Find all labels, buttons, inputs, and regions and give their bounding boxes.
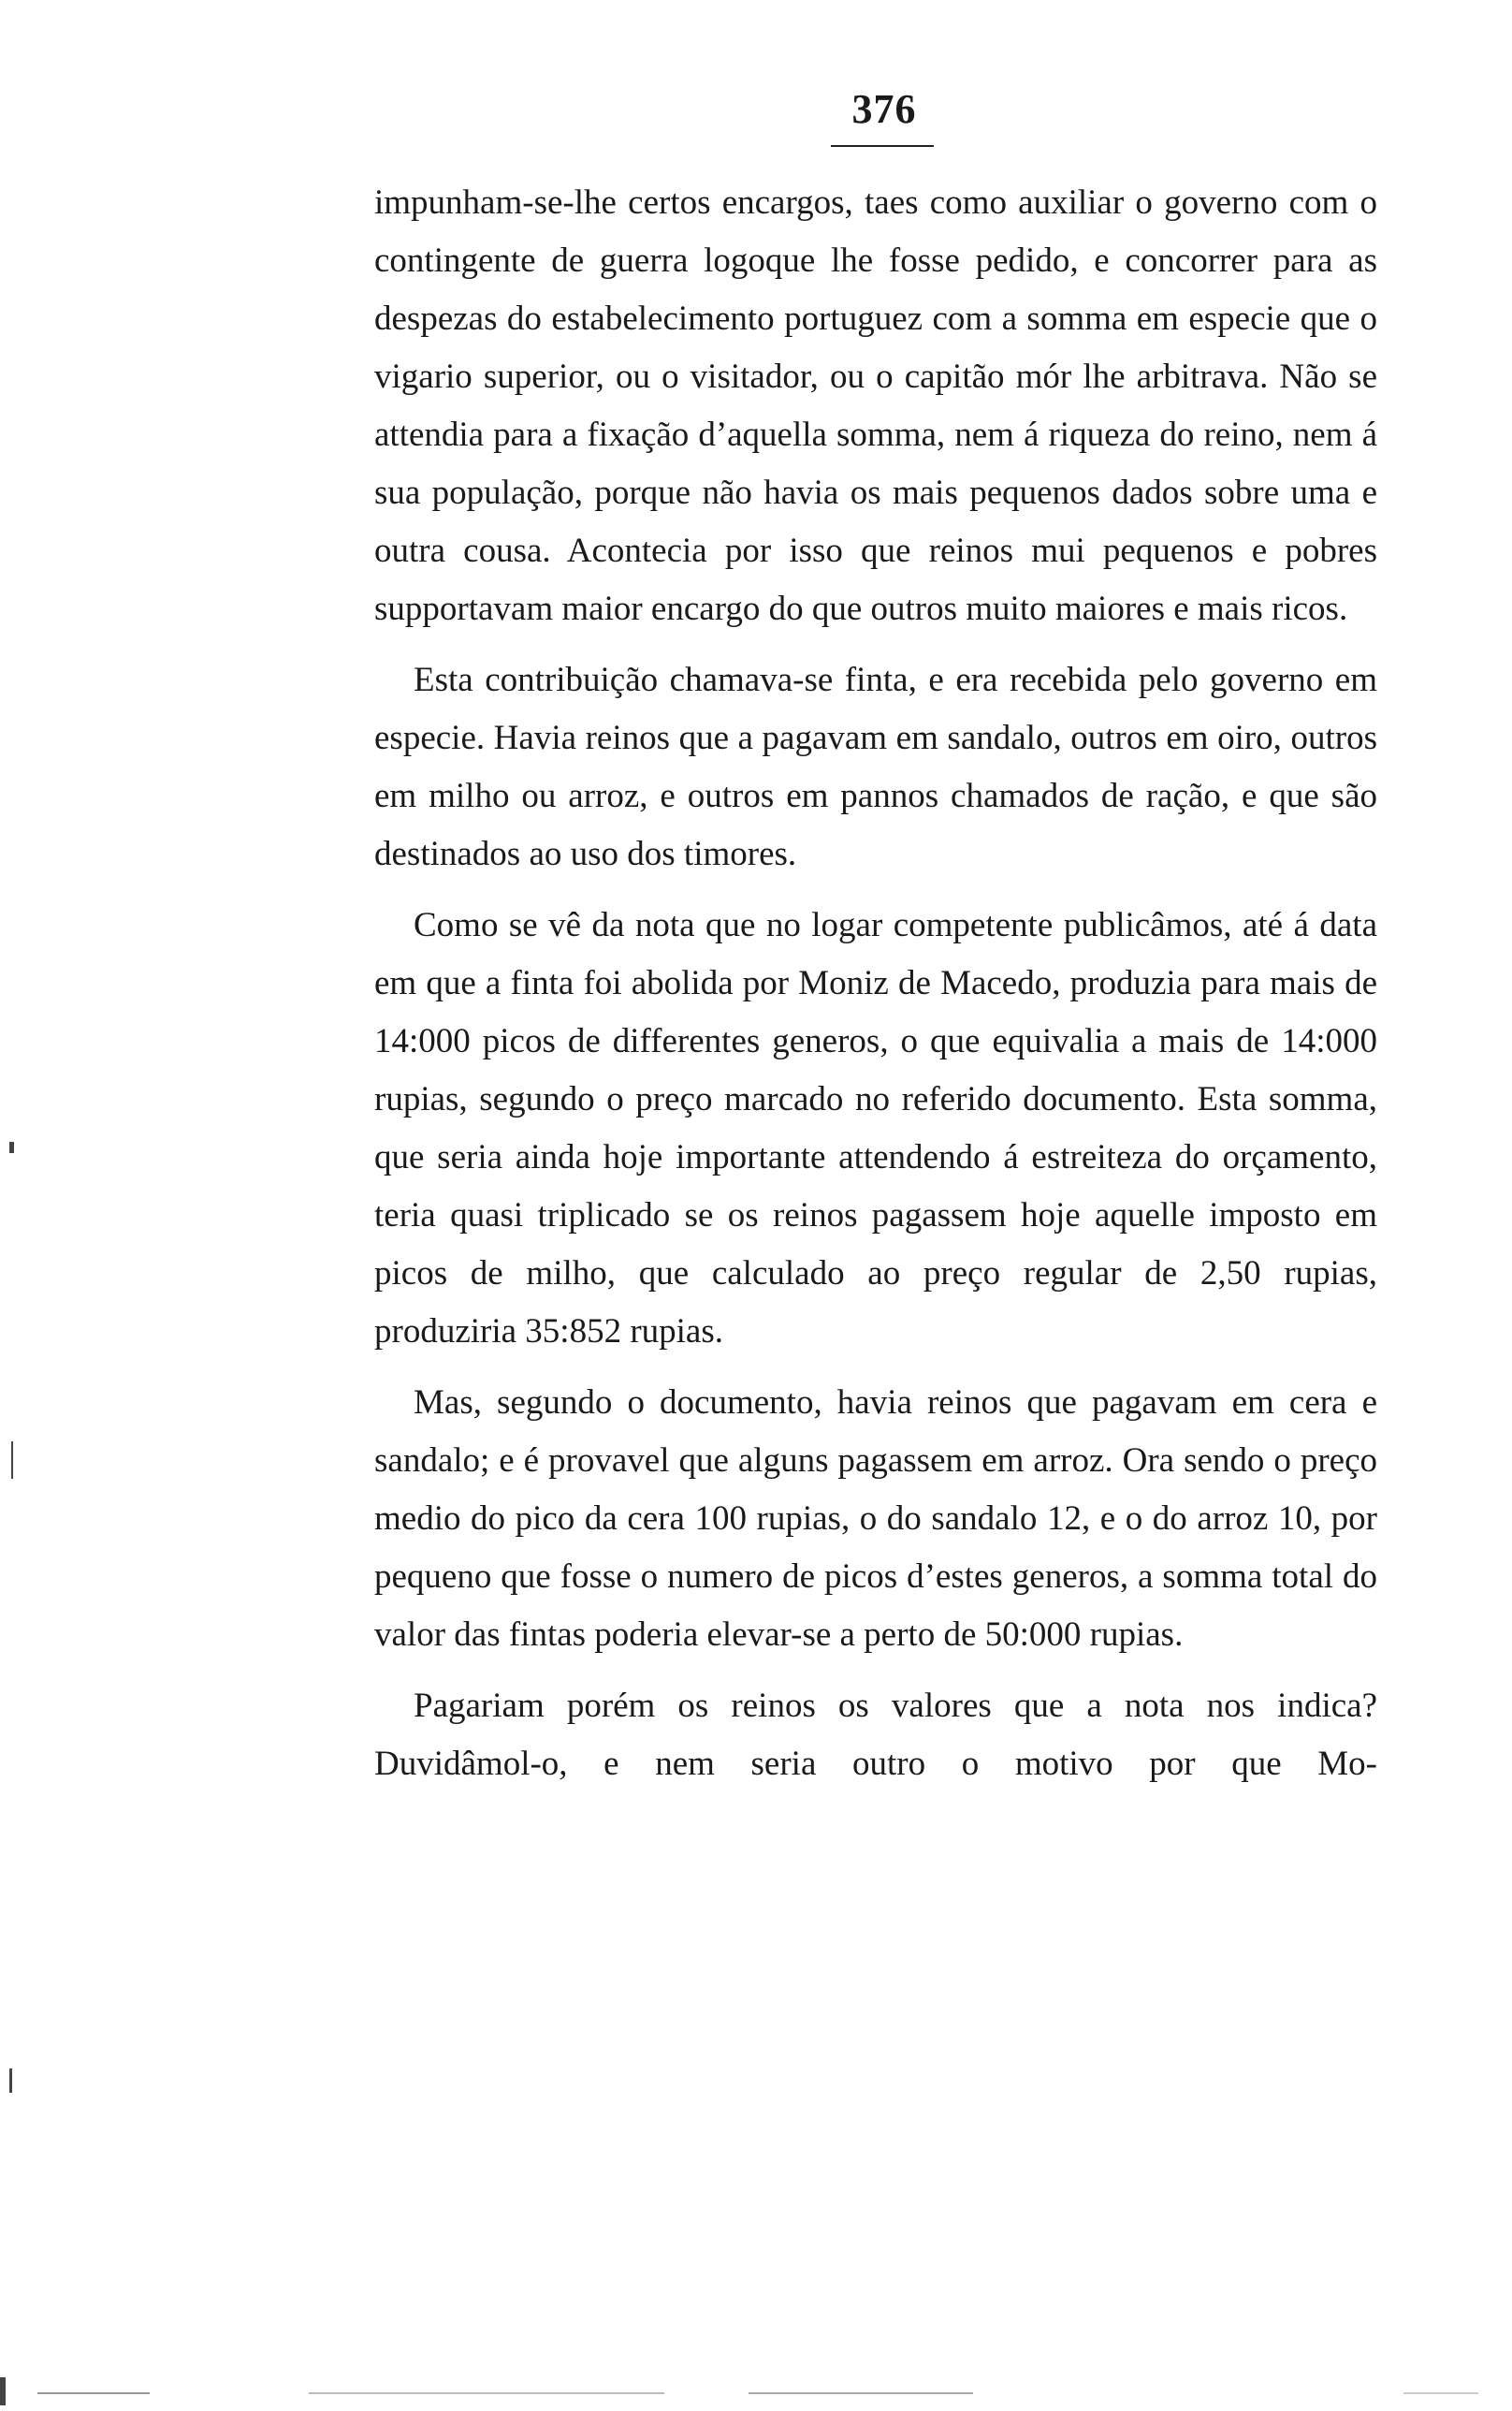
paragraph-5: Pagariam porém os reinos os valores que a nota nos indica? Duvidâmol-o, e nem seria outro o motivo por que Mo- <box>374 1687 1377 1783</box>
bottom-edge-line <box>1403 2392 1478 2394</box>
bottom-edge-line <box>37 2392 150 2394</box>
page-number-rule <box>831 145 934 147</box>
paragraph-3: Como se vê da nota que no logar competente publicâmos, até á data em que a finta foi abolida por Moniz de Macedo, produzia para mais de 14:000 picos de differentes generos, o que equivalia a mais de 14:000 rupias, segundo o preço marcado no referido documento. Esta somma, que seria ainda hoje importante attendendo á estreiteza do orçamento, teria quasi triplicado se os reinos pagassem hoje aquelle imposto em picos de milho, que calculado ao preço regular de 2,50 rupias, produziria 35:852 rupias. <box>374 906 1377 1351</box>
margin-speck <box>0 2377 6 2405</box>
paragraph-2: Esta contribuição chamava-se finta, e era recebida pelo governo em especie. Havia reinos que a pagavam em sandalo, outros em oiro, outros em milho ou arroz, e outros em pannos chamados de ração, e que são destinados ao uso dos timores. <box>374 661 1377 873</box>
margin-speck <box>11 1441 13 1479</box>
bottom-edge-line <box>309 2392 664 2394</box>
margin-speck <box>9 1142 14 1153</box>
page-number: 376 <box>851 86 917 132</box>
paragraph-1: impunham-se-lhe certos encargos, taes como auxiliar o governo com o contingente de guerra logoque lhe fosse pedido, e concorrer para as despezas do estabelecimento portuguez com a somma em especie que o vigario superior, ou o visitador, ou o capitão mór lhe arbitrava. Não se attendia para a fixação d’aquella somma, nem á riqueza do reino, nem á sua população, porque não havia os mais pequenos dados sobre uma e outra cousa. Acontecia por isso que reinos mui pequenos e pobres supportavam maior encargo do que outros muito maiores e mais ricos. <box>374 183 1377 628</box>
body-text <box>374 174 1377 1793</box>
paragraph-4: Mas, segundo o documento, havia reinos que pagavam em cera e sandalo; e é provavel que alguns pagassem em arroz. Ora sendo o preço medio do pico da cera 100 rupias, o do sandalo 12, e o do arroz 10, por pequeno que fosse o numero de picos d’estes generos, a somma total do valor das fintas poderia elevar-se a perto de 50:000 rupias. <box>374 1383 1377 1654</box>
bottom-edge-line <box>749 2392 973 2394</box>
margin-speck <box>9 2068 12 2093</box>
